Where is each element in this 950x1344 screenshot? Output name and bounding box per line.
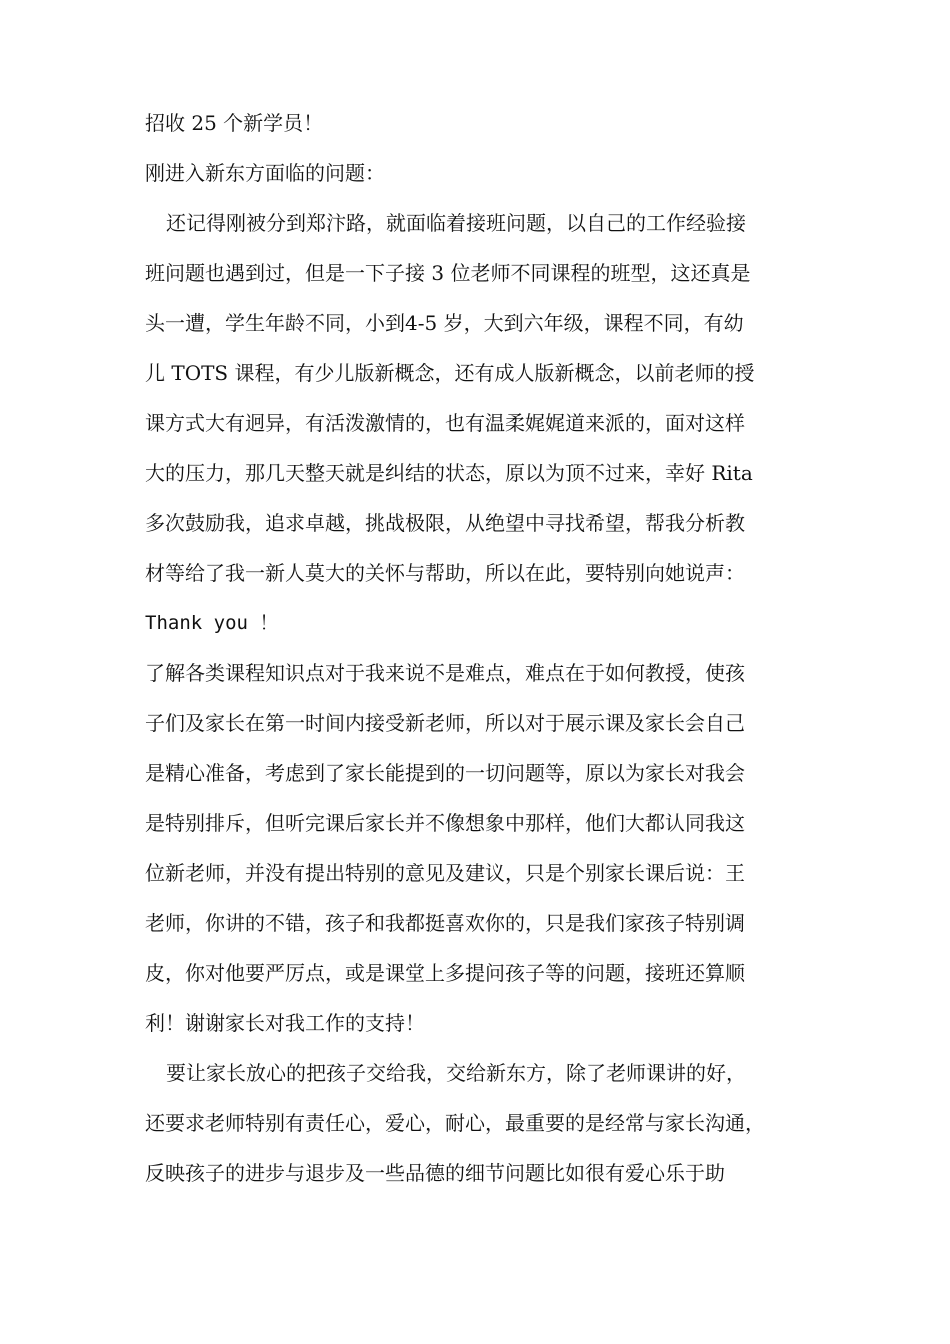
text-line: 材等给了我一新人莫大的关怀与帮助，所以在此，要特别向她说声： (145, 561, 745, 585)
text-line: 位新老师，并没有提出特别的意见及建议，只是个别家长课后说：王 (145, 861, 745, 885)
text-line: 皮，你对他要严厉点，或是课堂上多提问孩子等的问题，接班还算顺 (145, 961, 745, 985)
text-line: 班问题也遇到过，但是一下子接 3 位老师不同课程的班型，这还真是 (145, 261, 751, 285)
text-line: 利！谢谢家长对我工作的支持！ (145, 1011, 425, 1035)
text-line: 子们及家长在第一时间内接受新老师，所以对于展示课及家长会自己 (145, 711, 745, 735)
text-line: 老师，你讲的不错，孩子和我都挺喜欢你的，只是我们家孩子特别调 (145, 911, 745, 935)
text-line: 是特别排斥，但听完课后家长并不像想象中那样，他们大都认同我这 (145, 811, 745, 835)
text-line: 了解各类课程知识点对于我来说不是难点，难点在于如何教授，使孩 (145, 661, 745, 685)
text-line: 还记得刚被分到郑汴路，就面临着接班问题，以自己的工作经验接 (166, 211, 746, 235)
text-line-heading-recruit: 招收 25 个新学员！ (145, 111, 324, 135)
text-line: 课方式大有迥异，有活泼激情的，也有温柔娓娓道来派的，面对这样 (145, 411, 745, 435)
text-line: 大的压力，那几天整天就是纠结的状态，原以为顶不过来，幸好 Rita (145, 461, 753, 485)
text-line: 头一遭，学生年龄不同，小到4-5 岁，大到六年级，课程不同，有幼 (145, 311, 744, 335)
text-line: 要让家长放心的把孩子交给我，交给新东方，除了老师课讲的好， (166, 1061, 746, 1085)
text-line: 多次鼓励我，追求卓越，挑战极限，从绝望中寻找希望，帮我分析教 (145, 511, 745, 535)
text-line: 儿 TOTS 课程，有少儿版新概念，还有成人版新概念，以前老师的授 (145, 361, 755, 385)
text-line: 是精心准备，考虑到了家长能提到的一切问题等，原以为家长对我会 (145, 761, 745, 785)
text-line-thank-you: Thank you ！ (145, 612, 279, 634)
text-line: 反映孩子的进步与退步及一些品德的细节问题比如很有爱心乐于助 (145, 1161, 725, 1185)
text-line: 还要求老师特别有责任心，爱心，耐心，最重要的是经常与家长沟通， (145, 1111, 765, 1135)
text-line-section-heading: 刚进入新东方面临的问题： (145, 161, 385, 185)
document-body (145, 98, 825, 1198)
